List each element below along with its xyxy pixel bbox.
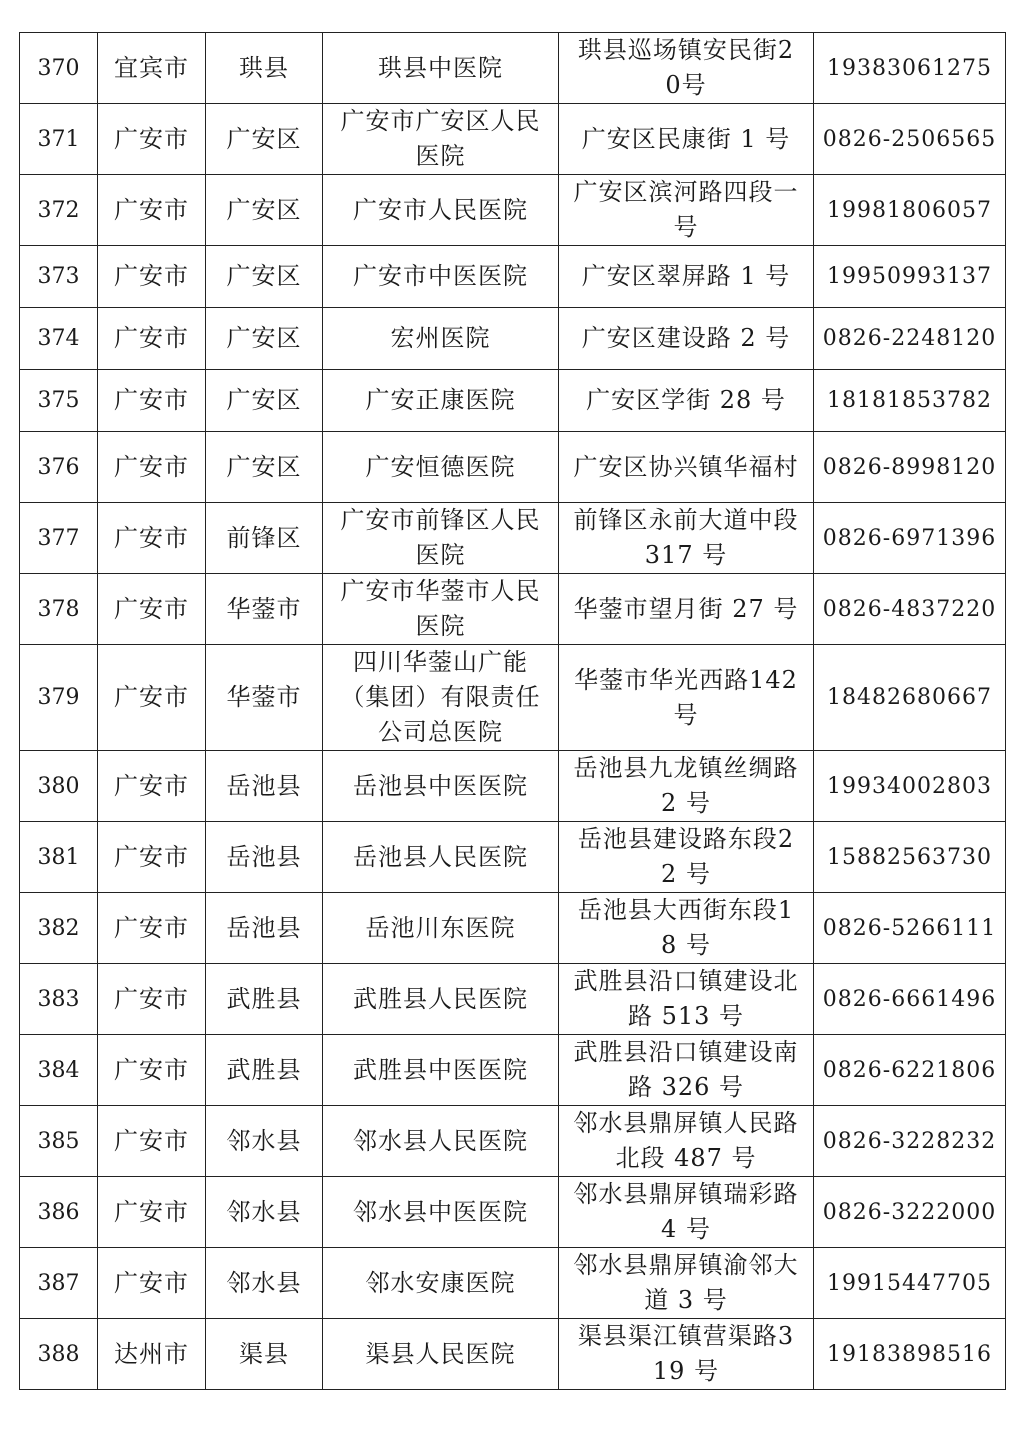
cell-city: 广安市: [98, 503, 206, 574]
table-row: [20, 1035, 1006, 1106]
cell-hospital-name: 邻水县人民医院: [323, 1106, 559, 1177]
cell-phone: 0826-3228232: [814, 1106, 1006, 1177]
cell-city: 广安市: [98, 645, 206, 751]
cell-address: 华蓥市望月街 27 号: [559, 574, 814, 645]
cell-city: 广安市: [98, 893, 206, 964]
cell-number: 370: [20, 33, 98, 104]
cell-hospital-name: 岳池县中医医院: [323, 751, 559, 822]
table-row: [20, 33, 1006, 104]
cell-hospital-name: 广安市前锋区人民医院: [323, 503, 559, 574]
cell-phone: 0826-6661496: [814, 964, 1006, 1035]
cell-city: 广安市: [98, 1106, 206, 1177]
cell-number: 382: [20, 893, 98, 964]
cell-number: 371: [20, 104, 98, 175]
cell-number: 378: [20, 574, 98, 645]
cell-hospital-name: 广安恒德医院: [323, 432, 559, 503]
table-row: [20, 175, 1006, 246]
cell-number: 377: [20, 503, 98, 574]
hospital-table: [19, 32, 1006, 1390]
cell-phone: 18482680667: [814, 645, 1006, 751]
cell-address: 岳池县建设路东段22 号: [559, 822, 814, 893]
table-row: [20, 308, 1006, 370]
cell-hospital-name: 广安市中医医院: [323, 246, 559, 308]
cell-phone: 19383061275: [814, 33, 1006, 104]
cell-city: 广安市: [98, 370, 206, 432]
cell-hospital-name: 武胜县中医医院: [323, 1035, 559, 1106]
cell-address: 武胜县沿口镇建设南路 326 号: [559, 1035, 814, 1106]
table-row: [20, 104, 1006, 175]
cell-district: 邻水县: [206, 1248, 323, 1319]
table-row: [20, 1106, 1006, 1177]
cell-address: 渠县渠江镇营渠路319 号: [559, 1319, 814, 1390]
cell-hospital-name: 珙县中医院: [323, 33, 559, 104]
cell-hospital-name: 岳池县人民医院: [323, 822, 559, 893]
cell-phone: 0826-4837220: [814, 574, 1006, 645]
cell-city: 广安市: [98, 822, 206, 893]
cell-city: 广安市: [98, 104, 206, 175]
cell-address: 华蓥市华光西路142 号: [559, 645, 814, 751]
cell-district: 渠县: [206, 1319, 323, 1390]
cell-city: 广安市: [98, 1035, 206, 1106]
cell-hospital-name: 岳池川东医院: [323, 893, 559, 964]
cell-address: 广安区民康街 1 号: [559, 104, 814, 175]
cell-district: 广安区: [206, 308, 323, 370]
cell-hospital-name: 广安正康医院: [323, 370, 559, 432]
table-row: [20, 645, 1006, 751]
cell-district: 岳池县: [206, 893, 323, 964]
cell-district: 广安区: [206, 370, 323, 432]
cell-hospital-name: 广安市广安区人民医院: [323, 104, 559, 175]
cell-phone: 0826-6221806: [814, 1035, 1006, 1106]
cell-hospital-name: 武胜县人民医院: [323, 964, 559, 1035]
cell-city: 广安市: [98, 308, 206, 370]
cell-district: 广安区: [206, 104, 323, 175]
cell-phone: 0826-8998120: [814, 432, 1006, 503]
cell-district: 邻水县: [206, 1106, 323, 1177]
cell-phone: 0826-2248120: [814, 308, 1006, 370]
cell-city: 广安市: [98, 432, 206, 503]
cell-phone: 19950993137: [814, 246, 1006, 308]
cell-city: 广安市: [98, 1177, 206, 1248]
cell-district: 邻水县: [206, 1177, 323, 1248]
cell-phone: 0826-3222000: [814, 1177, 1006, 1248]
cell-phone: 0826-2506565: [814, 104, 1006, 175]
cell-number: 384: [20, 1035, 98, 1106]
table-row: [20, 893, 1006, 964]
cell-hospital-name: 广安市华蓥市人民医院: [323, 574, 559, 645]
cell-hospital-name: 邻水县中医医院: [323, 1177, 559, 1248]
cell-city: 广安市: [98, 246, 206, 308]
cell-address: 前锋区永前大道中段 317 号: [559, 503, 814, 574]
cell-district: 岳池县: [206, 822, 323, 893]
cell-number: 381: [20, 822, 98, 893]
cell-number: 376: [20, 432, 98, 503]
cell-number: 388: [20, 1319, 98, 1390]
cell-address: 邻水县鼎屏镇瑞彩路 4 号: [559, 1177, 814, 1248]
cell-address: 广安区滨河路四段一号: [559, 175, 814, 246]
cell-address: 岳池县大西街东段18 号: [559, 893, 814, 964]
cell-district: 前锋区: [206, 503, 323, 574]
cell-district: 广安区: [206, 175, 323, 246]
cell-number: 375: [20, 370, 98, 432]
cell-address: 广安区协兴镇华福村: [559, 432, 814, 503]
cell-district: 武胜县: [206, 964, 323, 1035]
cell-phone: 15882563730: [814, 822, 1006, 893]
cell-number: 385: [20, 1106, 98, 1177]
cell-address: 邻水县鼎屏镇人民路北段 487 号: [559, 1106, 814, 1177]
table-row: [20, 246, 1006, 308]
cell-district: 华蓥市: [206, 645, 323, 751]
table-row: [20, 370, 1006, 432]
table-body: [20, 33, 1006, 1390]
cell-district: 珙县: [206, 33, 323, 104]
cell-hospital-name: 宏州医院: [323, 308, 559, 370]
cell-city: 宜宾市: [98, 33, 206, 104]
cell-number: 373: [20, 246, 98, 308]
cell-district: 广安区: [206, 432, 323, 503]
cell-phone: 19183898516: [814, 1319, 1006, 1390]
table-row: [20, 503, 1006, 574]
cell-number: 372: [20, 175, 98, 246]
table-row: [20, 822, 1006, 893]
cell-number: 379: [20, 645, 98, 751]
cell-number: 383: [20, 964, 98, 1035]
cell-city: 广安市: [98, 175, 206, 246]
cell-address: 岳池县九龙镇丝绸路 2 号: [559, 751, 814, 822]
cell-hospital-name: 广安市人民医院: [323, 175, 559, 246]
table-row: [20, 964, 1006, 1035]
table-row: [20, 751, 1006, 822]
cell-address: 珙县巡场镇安民街20号: [559, 33, 814, 104]
cell-phone: 0826-6971396: [814, 503, 1006, 574]
cell-phone: 19934002803: [814, 751, 1006, 822]
cell-address: 广安区建设路 2 号: [559, 308, 814, 370]
cell-phone: 18181853782: [814, 370, 1006, 432]
cell-city: 广安市: [98, 574, 206, 645]
cell-address: 武胜县沿口镇建设北路 513 号: [559, 964, 814, 1035]
cell-address: 广安区学街 28 号: [559, 370, 814, 432]
cell-hospital-name: 渠县人民医院: [323, 1319, 559, 1390]
cell-district: 岳池县: [206, 751, 323, 822]
cell-city: 广安市: [98, 964, 206, 1035]
cell-hospital-name: 四川华蓥山广能（集团）有限责任公司总医院: [323, 645, 559, 751]
cell-phone: 0826-5266111: [814, 893, 1006, 964]
cell-number: 374: [20, 308, 98, 370]
cell-address: 邻水县鼎屏镇渝邻大道 3 号: [559, 1248, 814, 1319]
cell-hospital-name: 邻水安康医院: [323, 1248, 559, 1319]
table-row: [20, 432, 1006, 503]
table-row: [20, 1319, 1006, 1390]
cell-district: 武胜县: [206, 1035, 323, 1106]
table-row: [20, 1177, 1006, 1248]
cell-city: 广安市: [98, 1248, 206, 1319]
cell-number: 386: [20, 1177, 98, 1248]
cell-district: 广安区: [206, 246, 323, 308]
cell-city: 广安市: [98, 751, 206, 822]
cell-number: 380: [20, 751, 98, 822]
cell-phone: 19981806057: [814, 175, 1006, 246]
table-row: [20, 1248, 1006, 1319]
cell-phone: 19915447705: [814, 1248, 1006, 1319]
cell-district: 华蓥市: [206, 574, 323, 645]
cell-address: 广安区翠屏路 1 号: [559, 246, 814, 308]
cell-city: 达州市: [98, 1319, 206, 1390]
table-row: [20, 574, 1006, 645]
cell-number: 387: [20, 1248, 98, 1319]
